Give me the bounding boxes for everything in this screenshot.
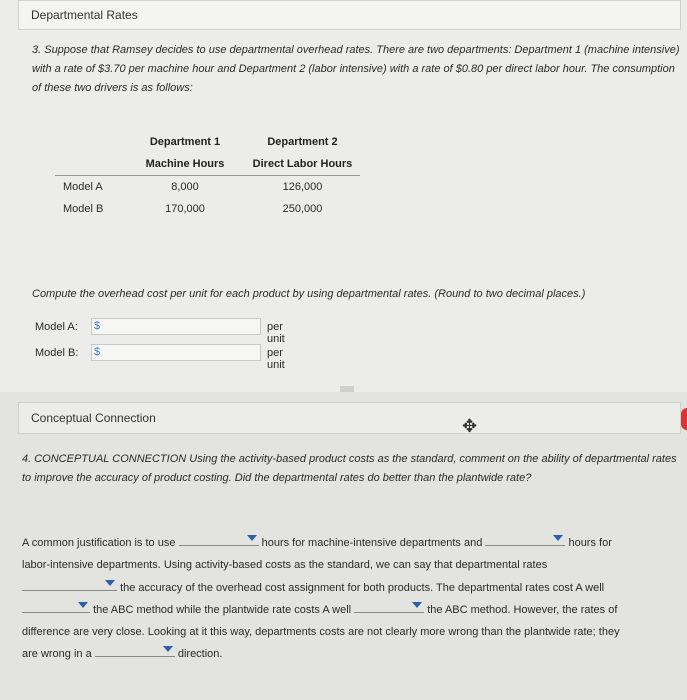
text-fragment: hours for (568, 537, 612, 549)
text-fragment: direction. (177, 648, 223, 660)
paragraph-line-4 (22, 599, 682, 621)
table-row (55, 198, 360, 220)
model-b-cost-input[interactable] (91, 344, 261, 361)
answer-row-model-a (35, 320, 285, 345)
chevron-down-icon (412, 602, 422, 608)
text-fragment: are wrong in a (22, 648, 92, 660)
text-fragment: the ABC method while the plantwide rate costs A well (93, 604, 352, 616)
col-subheader-direct-labor-hours: Direct Labor Hours (252, 158, 353, 170)
paragraph-line-5: difference are very close. Looking at it this way, departments costs are not clearly more wrong than the plantwide rate; they (22, 626, 620, 638)
section-header-departmental-rates: Departmental Rates (18, 0, 681, 30)
col-subheader-machine-hours: Machine Hours (145, 158, 225, 170)
move-icon[interactable]: ✥ (462, 416, 478, 436)
text-fragment: A common justification is to use (22, 537, 176, 549)
chevron-down-icon (105, 580, 115, 586)
answer-label-model-b: Model B: (35, 347, 79, 359)
dropdown-plantwide-vs-abc[interactable] (354, 600, 424, 613)
model-a-cost-input[interactable] (91, 318, 261, 335)
driver-consumption-table (55, 131, 360, 220)
row-label-model-a: Model A (55, 176, 125, 199)
col-header-department-2: Department 2 (267, 136, 338, 148)
paragraph-line-2: labor-intensive departments. Using activity-based costs as the standard, we can say that departmental rates (22, 559, 548, 571)
paragraph-line-1 (22, 532, 682, 554)
section-header-conceptual-connection: Conceptual Connection (18, 402, 681, 434)
dropdown-accuracy[interactable] (22, 578, 117, 591)
question-3-text: 3. Suppose that Ramsey decides to use departmental overhead rates. There are two departments: Department 1 (machine intensive) with a rate of $3.70 per machine hour and Department 2 (labor intensive) with a rate of $0.80 per direct labor hour. The consumption of these two drivers is as follows: (32, 44, 680, 94)
per-unit-suffix: per unit (267, 347, 285, 371)
dropdown-basis-machine[interactable] (179, 533, 259, 546)
chevron-down-icon (163, 646, 173, 652)
col-header-department-1: Department 1 (149, 136, 221, 148)
dropdown-basis-labor[interactable] (485, 533, 565, 546)
cell-model-a-machine-hours: 8,000 (125, 176, 245, 199)
instruction-text: Compute the overhead cost per unit for each product by using departmental rates. (Round to two decimal places.) (32, 288, 586, 300)
chevron-down-icon (553, 535, 563, 541)
row-label-model-b: Model B (63, 203, 104, 215)
dropdown-direction[interactable] (95, 644, 175, 657)
chevron-down-icon (247, 535, 257, 541)
question-4-text: 4. CONCEPTUAL CONNECTION Using the activity-based product costs as the standard, comment on the ability of departmental rates to improve the accuracy of product costing. Did the departmental rates do better than the plantwide rate? (22, 453, 677, 484)
text-fragment: the ABC method. However, the rates of (427, 604, 618, 616)
cell-model-a-labor-hours: 126,000 (245, 176, 360, 199)
chevron-down-icon (78, 602, 88, 608)
table-row (55, 176, 360, 199)
conceptual-connection-panel (0, 392, 687, 700)
paragraph-line-3 (22, 577, 682, 599)
currency-prefix: $ (94, 346, 101, 358)
answer-label-model-a: Model A: (35, 321, 78, 333)
currency-prefix: $ (94, 320, 101, 332)
flag-marker (681, 408, 687, 430)
paragraph-line-6 (22, 643, 682, 665)
per-unit-suffix: per unit (267, 321, 285, 345)
text-fragment: hours for machine-intensive departments and (261, 537, 483, 549)
cell-model-b-labor-hours: 250,000 (282, 203, 323, 215)
text-fragment: the accuracy of the overhead cost assignment for both products. The departmental rates cost A well (120, 582, 605, 594)
cell-model-b-machine-hours: 170,000 (165, 203, 205, 215)
answer-row-model-b (35, 346, 285, 371)
dropdown-departmental-vs-abc[interactable] (22, 600, 90, 613)
